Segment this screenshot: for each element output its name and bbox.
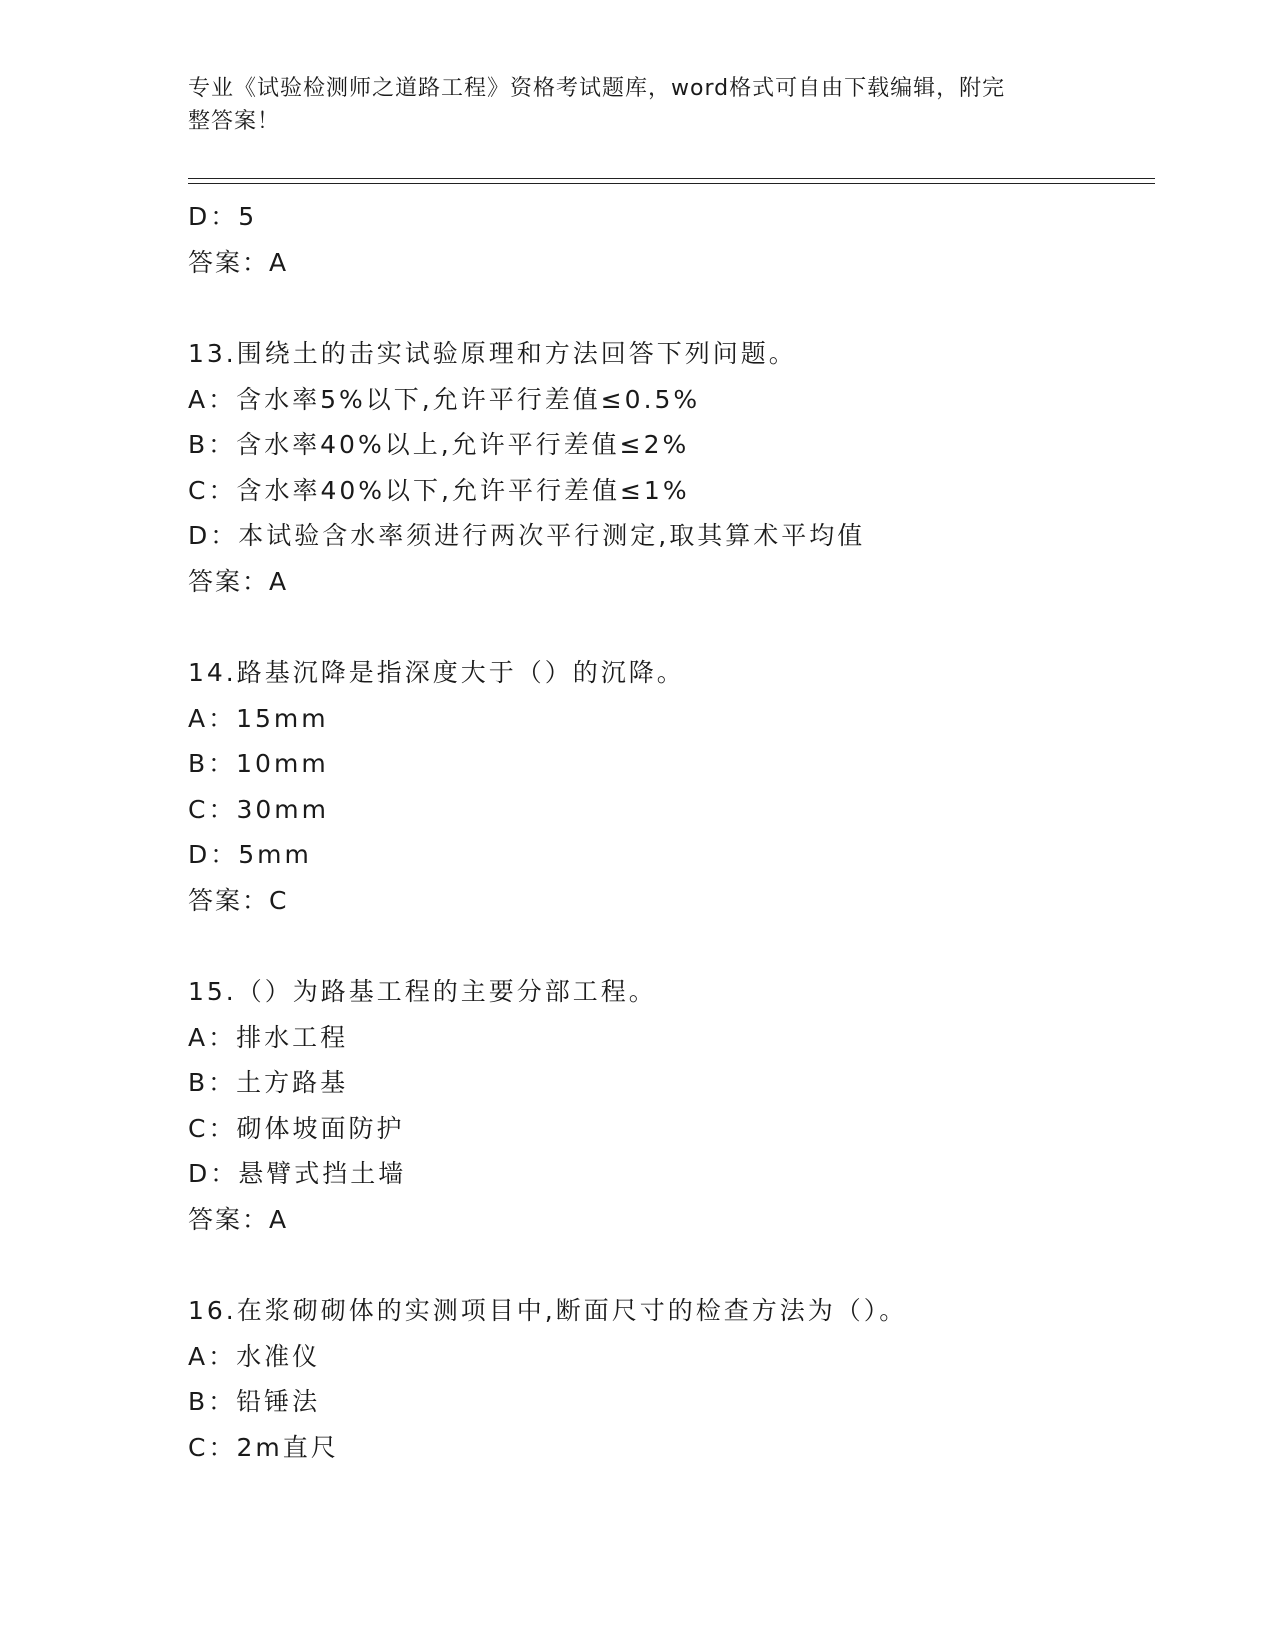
question-13 [188, 331, 1148, 604]
option-c: C：2m直尺 [188, 1432, 339, 1462]
option-d: D：悬臂式挡土墙 [188, 1159, 407, 1188]
header-line-1: 专业《试验检测师之道路工程》资格考试题库，word格式可自由下载编辑，附完 [188, 76, 1006, 101]
question-16 [188, 1288, 1148, 1470]
spacer [188, 604, 1148, 650]
option-a: A：15mm [188, 703, 329, 733]
option-a: A：含水率5%以下,允许平行差值≤0.5% [188, 384, 701, 414]
option-d: D：本试验含水率须进行两次平行测定,取其算术平均值 [188, 521, 866, 550]
question-15 [188, 969, 1148, 1242]
answer-line: 答案：C [188, 885, 289, 915]
option-b: B：含水率40%以上,允许平行差值≤2% [188, 430, 690, 459]
option-c: C：砌体坡面防护 [188, 1113, 405, 1143]
answer-line: 答案：A [188, 247, 289, 277]
question-list [188, 194, 1148, 1470]
question-stem: 14.路基沉降是指深度大于（）的沉降。 [188, 658, 685, 687]
spacer [188, 923, 1148, 969]
spacer [188, 1242, 1148, 1288]
option-d: D：5mm [188, 840, 312, 869]
header-divider-top [188, 178, 1155, 179]
question-stem: 13.围绕土的击实试验原理和方法回答下列问题。 [188, 339, 797, 368]
spacer [188, 285, 1148, 331]
option-d: D：5 [188, 202, 258, 231]
option-a: A：排水工程 [188, 1022, 349, 1052]
answer-line: 答案：A [188, 566, 289, 596]
option-b: B：土方路基 [188, 1068, 349, 1097]
option-c: C：30mm [188, 794, 329, 824]
question-stem: 15.（）为路基工程的主要分部工程。 [188, 977, 657, 1006]
option-c: C：含水率40%以下,允许平行差值≤1% [188, 475, 690, 505]
question-14 [188, 650, 1148, 923]
option-a: A：水准仪 [188, 1341, 321, 1371]
question-stem: 16.在浆砌砌体的实测项目中,断面尺寸的检查方法为（）。 [188, 1296, 908, 1325]
option-b: B：10mm [188, 749, 329, 778]
answer-line: 答案：A [188, 1204, 289, 1234]
option-b: B：铅锤法 [188, 1387, 321, 1416]
page-header [188, 72, 1088, 138]
header-line-2: 整答案！ [188, 109, 281, 134]
header-divider-bottom [188, 183, 1155, 184]
